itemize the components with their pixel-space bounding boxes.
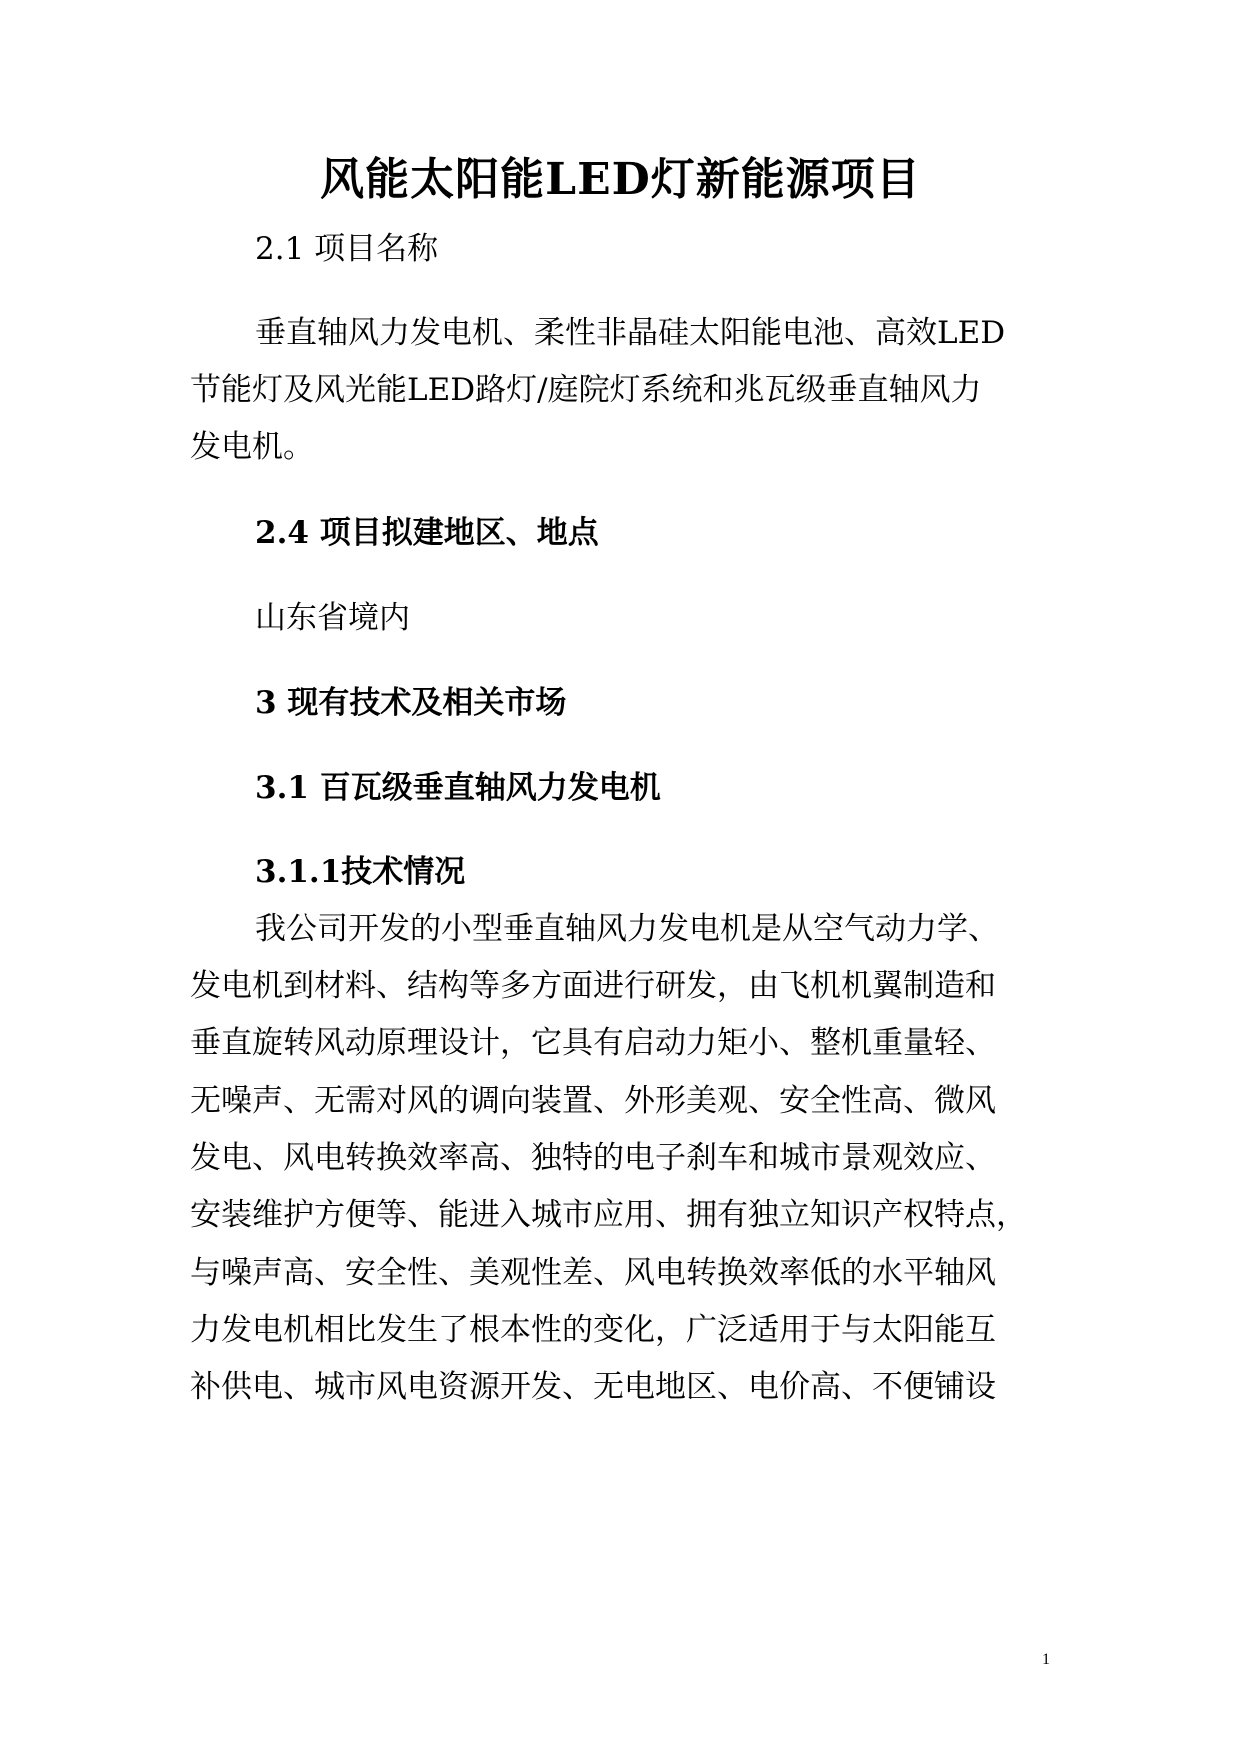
paragraph-line: 垂直轴风力发电机、柔性非晶硅太阳能电池、高效LED xyxy=(255,315,1006,351)
page-number: 1 xyxy=(1042,1651,1050,1668)
paragraph-line: 发电机。 xyxy=(190,429,314,465)
paragraph-line: 与噪声高、安全性、美观性差、风电转换效率低的水平轴风 xyxy=(190,1255,996,1291)
paragraph-line: 无噪声、无需对风的调向装置、外形美观、安全性高、微风 xyxy=(190,1083,996,1119)
section-heading-2-4: 2.4 项目拟建地区、地点 xyxy=(255,515,599,551)
paragraph-line: 节能灯及风光能LED路灯/庭院灯系统和兆瓦级垂直轴风力 xyxy=(190,372,982,408)
document-title: 风能太阳能LED灯新能源项目 xyxy=(320,154,921,205)
section-heading-3-1-1: 3.1.1技术情况 xyxy=(255,854,466,890)
paragraph-line: 发电机到材料、结构等多方面进行研发，由飞机机翼制造和 xyxy=(190,968,996,1004)
section-heading-3-1: 3.1 百瓦级垂直轴风力发电机 xyxy=(255,770,661,806)
paragraph-line: 我公司开发的小型垂直轴风力发电机是从空气动力学、 xyxy=(255,911,999,947)
paragraph-line: 补供电、城市风电资源开发、无电地区、电价高、不便铺设 xyxy=(190,1369,996,1405)
section-heading-2-1: 2.1 项目名称 xyxy=(255,231,439,267)
paragraph-line: 垂直旋转风动原理设计，它具有启动力矩小、整机重量轻、 xyxy=(190,1025,996,1061)
paragraph-line: 力发电机相比发生了根本性的变化，广泛适用于与太阳能互 xyxy=(190,1312,996,1348)
paragraph-line: 安装维护方便等、能进入城市应用、拥有独立知识产权特点， xyxy=(190,1197,1027,1233)
section-heading-3: 3 现有技术及相关市场 xyxy=(255,685,567,721)
paragraph-line: 发电、风电转换效率高、独特的电子刹车和城市景观效应、 xyxy=(190,1140,996,1176)
paragraph-line: 山东省境内 xyxy=(255,600,410,636)
